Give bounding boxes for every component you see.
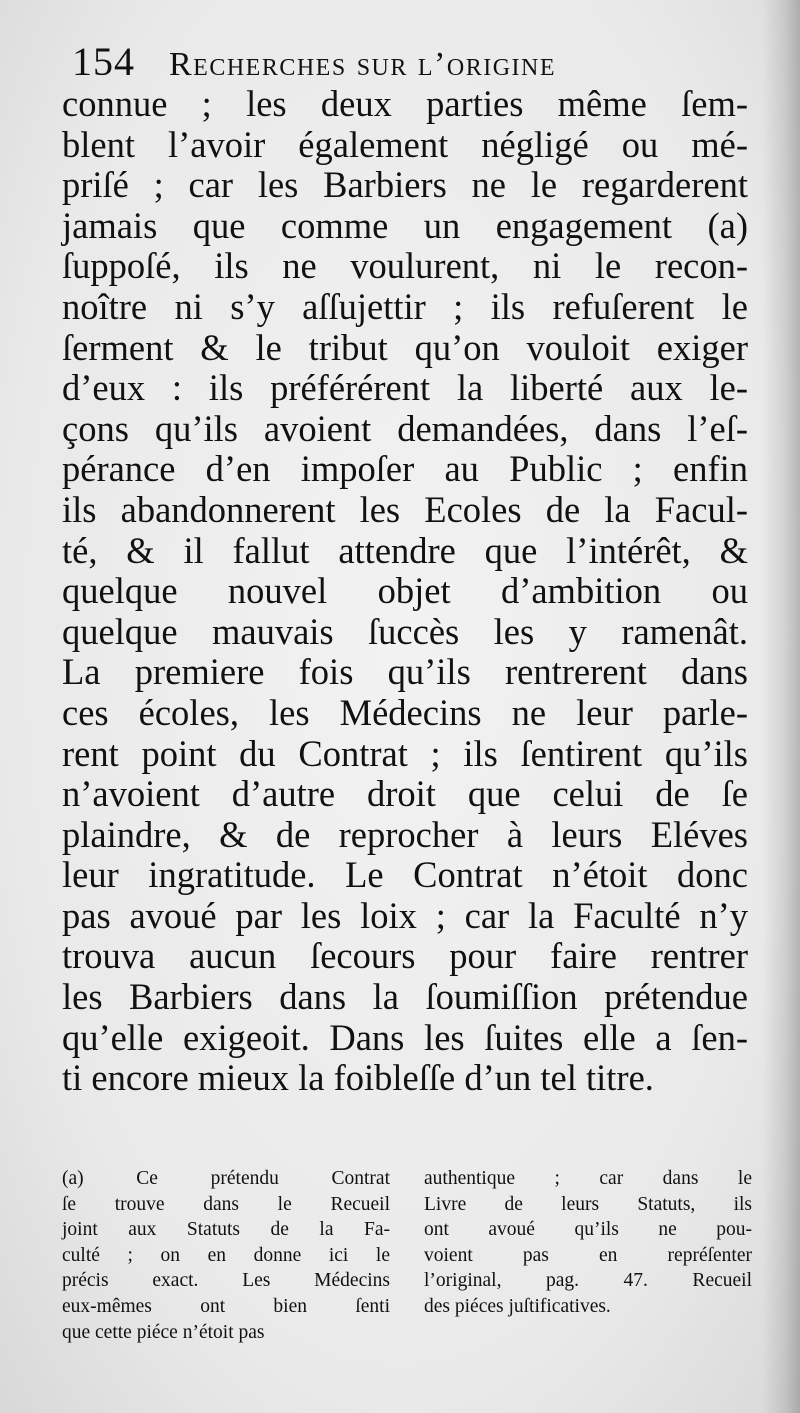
footnote-line: authentique ; car dans le xyxy=(424,1168,752,1189)
text-line: La premiere fois qu’ils rentrerent dans xyxy=(62,651,748,693)
text-line: ſerment & le tribut qu’on vouloit exiger xyxy=(62,326,748,368)
running-head: Recherches sur l’origine xyxy=(169,46,557,83)
text-line: ti encore mieux la foibleſſe d’un tel titre. xyxy=(62,1057,654,1099)
text-line: priſé ; car les Barbiers ne le regarderent xyxy=(62,164,748,206)
page-number: 154 xyxy=(72,39,135,84)
footnote-line: culté ; on en donne ici le xyxy=(62,1244,390,1266)
text-line: té, & il fallut attendre que l’intérêt, & xyxy=(62,529,748,571)
footnote-line: précis exact. Les Médecins xyxy=(62,1270,390,1292)
footnote-line: ont avoué qu’ils ne pou- xyxy=(424,1219,752,1241)
text-line: ces écoles, les Médecins ne leur parle- xyxy=(62,691,748,733)
body-text xyxy=(62,84,748,1099)
text-line: leur ingratitude. Le Contrat n’étoit donc xyxy=(62,854,748,896)
footnote-left-column xyxy=(62,1166,390,1345)
text-line: qu’elle exigeoit. Dans les ſuites elle a ſen- xyxy=(62,1016,748,1058)
page-edge-shadow xyxy=(762,0,800,1413)
footnote-line: eux-mêmes ont bien ſenti xyxy=(62,1295,390,1317)
footnote-line: voient pas en repréſenter xyxy=(424,1244,752,1266)
text-line: pérance d’en impoſer au Public ; enfin xyxy=(62,448,748,490)
text-line: pas avoué par les loix ; car la Faculté n’y xyxy=(62,894,748,936)
text-line: connue ; les deux parties même ſem- xyxy=(62,83,748,124)
text-line: ils abandonnerent les Ecoles de la Facul- xyxy=(62,488,748,530)
text-line: jamais que comme un engagement (a) xyxy=(62,204,748,246)
text-line: quelque nouvel objet d’ambition ou xyxy=(62,570,748,612)
page-header xyxy=(72,38,732,85)
text-line: quelque mauvais ſuccès les y ramenât. xyxy=(62,610,748,652)
footnote-right-column xyxy=(424,1166,752,1345)
text-line: n’avoient d’autre droit que celui de ſe xyxy=(62,773,748,815)
text-line: blent l’avoir également négligé ou mé- xyxy=(62,123,748,165)
text-line: plaindre, & de reprocher à leurs Eléves xyxy=(62,813,748,855)
footnote-line: (a) Ce prétendu Contrat xyxy=(62,1168,390,1189)
footnotes xyxy=(62,1166,752,1345)
text-line: çons qu’ils avoient demandées, dans l’eſ- xyxy=(62,407,748,449)
text-line: d’eux : ils préférérent la liberté aux le- xyxy=(62,367,748,409)
text-line: trouva aucun ſecours pour faire rentrer xyxy=(62,935,748,977)
footnote-line: joint aux Statuts de la Fa- xyxy=(62,1219,390,1241)
footnote-line: l’original, pag. 47. Recueil xyxy=(424,1270,752,1292)
footnote-line: des piéces juſtificatives. xyxy=(424,1295,611,1317)
text-line: noître ni s’y aſſujettir ; ils refuſerent le xyxy=(62,285,748,327)
footnote-line: que cette piéce n’étoit pas xyxy=(62,1321,265,1343)
footnote-line: Livre de leurs Statuts, ils xyxy=(424,1193,752,1215)
text-line: rent point du Contrat ; ils ſentirent qu’ils xyxy=(62,732,748,774)
footnote-line: ſe trouve dans le Recueil xyxy=(62,1193,390,1215)
text-line: les Barbiers dans la ſoumiſſion prétendue xyxy=(62,976,748,1018)
text-line: ſuppoſé, ils ne voulurent, ni le recon- xyxy=(62,245,748,287)
